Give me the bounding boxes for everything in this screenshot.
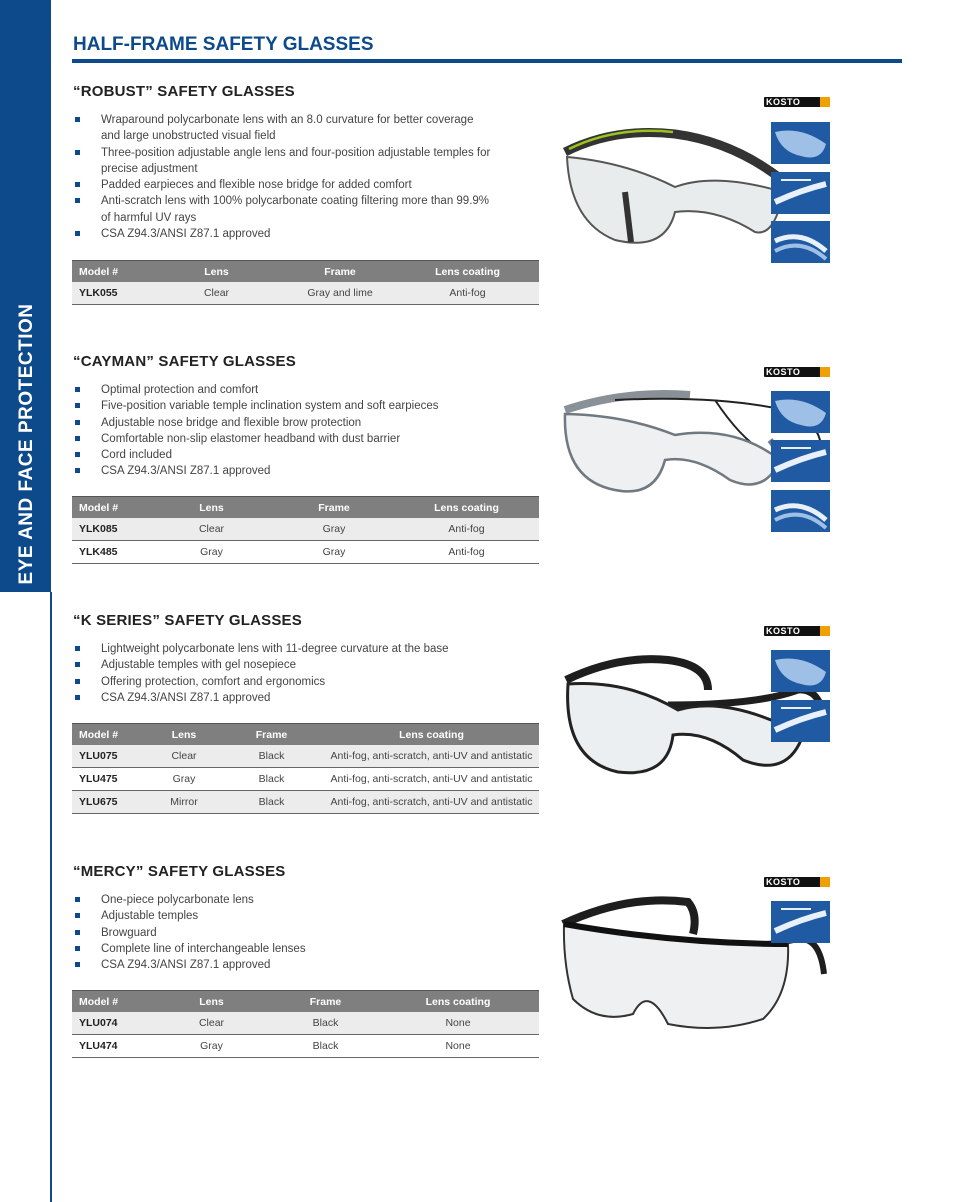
feature-list — [72, 641, 492, 706]
cell-coating: Anti-fog, anti-scratch, anti-UV and antistatic — [324, 791, 539, 814]
feature-item: Anti-scratch lens with 100% polycarbonate coating filtering more than 99.9% of harmful UV rays — [72, 193, 492, 226]
title-divider — [72, 59, 902, 63]
product-title: “ROBUST” SAFETY GLASSES — [73, 83, 295, 100]
brand-name: KOSTO — [766, 877, 801, 887]
side-rule — [50, 592, 52, 1202]
cell-model: YLU074 — [72, 1012, 149, 1035]
kosto-logo — [764, 626, 830, 636]
feature-item: Wraparound polycarbonate lens with an 8.0 curvature for better coverage and large unobstructed visual field — [72, 112, 492, 145]
table-row — [72, 518, 539, 541]
angle-adjust-icon — [771, 221, 830, 263]
col-frame: Frame — [274, 991, 377, 1013]
col-lens: Lens — [149, 261, 284, 283]
brand-name: KOSTO — [766, 626, 801, 636]
feature-list — [72, 892, 492, 973]
cell-lens: Clear — [149, 1012, 274, 1035]
cell-lens: Gray — [149, 1035, 274, 1058]
kosto-logo — [764, 97, 830, 107]
cell-model: YLU475 — [72, 768, 149, 791]
brand-name: KOSTO — [766, 367, 801, 377]
table-row — [72, 282, 539, 305]
kosto-logo — [764, 877, 830, 887]
feature-item: Adjustable nose bridge and flexible brow protection — [72, 415, 492, 431]
feature-item: Offering protection, comfort and ergonomics — [72, 674, 492, 690]
robust-glasses-image — [555, 112, 785, 262]
feature-item: Browguard — [72, 925, 492, 941]
cell-lens: Clear — [149, 282, 284, 305]
cell-frame: Gray and lime — [284, 282, 396, 305]
cell-model: YLK055 — [72, 282, 149, 305]
feature-item: Adjustable temples with gel nosepiece — [72, 657, 492, 673]
cell-frame: Gray — [274, 518, 394, 541]
table-row — [72, 1035, 539, 1058]
feature-list — [72, 112, 492, 242]
feature-item: Optimal protection and comfort — [72, 382, 492, 398]
table-row — [72, 768, 539, 791]
feature-item: Three-position adjustable angle lens and four-position adjustable temples for precise adjustment — [72, 145, 492, 178]
col-lens: Lens — [149, 991, 274, 1013]
col-frame: Frame — [284, 261, 396, 283]
product-title: “CAYMAN” SAFETY GLASSES — [73, 353, 296, 370]
feature-item: CSA Z94.3/ANSI Z87.1 approved — [72, 226, 492, 242]
angle-adjust-icon — [771, 490, 830, 532]
wraparound-lens-icon — [771, 650, 830, 692]
col-coating: Lens coating — [394, 497, 539, 519]
feature-item: Adjustable temples — [72, 908, 492, 924]
kosto-logo — [764, 367, 830, 377]
col-lens: Lens — [149, 497, 274, 519]
side-tab — [0, 0, 51, 1202]
side-tab-label: EYE AND FACE PROTECTION — [16, 303, 37, 585]
table-header-row — [72, 724, 539, 746]
cell-model: YLK485 — [72, 541, 149, 564]
cell-model: YLU675 — [72, 791, 149, 814]
page-title: HALF-FRAME SAFETY GLASSES — [73, 34, 374, 55]
cell-frame: Black — [219, 791, 324, 814]
adjustable-temple-icon — [771, 440, 830, 482]
cell-frame: Black — [274, 1035, 377, 1058]
table-row — [72, 791, 539, 814]
spec-table — [72, 990, 539, 1058]
cell-coating: None — [377, 1012, 539, 1035]
wraparound-lens-icon — [771, 122, 830, 164]
cell-coating: Anti-fog — [396, 282, 539, 305]
spec-table — [72, 723, 539, 814]
feature-item: Complete line of interchangeable lenses — [72, 941, 492, 957]
cell-lens: Gray — [149, 541, 274, 564]
cell-lens: Gray — [149, 768, 219, 791]
adjustable-temple-icon — [771, 172, 830, 214]
col-coating: Lens coating — [377, 991, 539, 1013]
col-frame: Frame — [274, 497, 394, 519]
table-row — [72, 541, 539, 564]
cell-coating: Anti-fog — [394, 518, 539, 541]
feature-item: Lightweight polycarbonate lens with 11-degree curvature at the base — [72, 641, 492, 657]
table-header-row — [72, 991, 539, 1013]
feature-item: Cord included — [72, 447, 492, 463]
adjustable-temple-icon — [771, 700, 830, 742]
cell-frame: Gray — [274, 541, 394, 564]
feature-item: One-piece polycarbonate lens — [72, 892, 492, 908]
col-frame: Frame — [219, 724, 324, 746]
product-title: “MERCY” SAFETY GLASSES — [73, 863, 286, 880]
cell-frame: Black — [219, 768, 324, 791]
cell-frame: Black — [274, 1012, 377, 1035]
col-model: Model # — [72, 724, 149, 746]
brand-name: KOSTO — [766, 97, 801, 107]
col-model: Model # — [72, 261, 149, 283]
col-coating: Lens coating — [324, 724, 539, 746]
table-header-row — [72, 497, 539, 519]
cell-coating: None — [377, 1035, 539, 1058]
feature-item: Padded earpieces and flexible nose bridge for added comfort — [72, 177, 492, 193]
feature-list — [72, 382, 492, 480]
cell-model: YLU075 — [72, 745, 149, 768]
cell-lens: Clear — [149, 518, 274, 541]
feature-item: Five-position variable temple inclination system and soft earpieces — [72, 398, 492, 414]
cell-coating: Anti-fog, anti-scratch, anti-UV and antistatic — [324, 768, 539, 791]
table-row — [72, 1012, 539, 1035]
col-lens: Lens — [149, 724, 219, 746]
cell-lens: Mirror — [149, 791, 219, 814]
feature-item: Comfortable non-slip elastomer headband with dust barrier — [72, 431, 492, 447]
cell-frame: Black — [219, 745, 324, 768]
col-model: Model # — [72, 991, 149, 1013]
feature-item: CSA Z94.3/ANSI Z87.1 approved — [72, 690, 492, 706]
adjustable-temple-icon — [771, 901, 830, 943]
col-model: Model # — [72, 497, 149, 519]
table-row — [72, 745, 539, 768]
feature-item: CSA Z94.3/ANSI Z87.1 approved — [72, 463, 492, 479]
wraparound-lens-icon — [771, 391, 830, 433]
cell-lens: Clear — [149, 745, 219, 768]
spec-table — [72, 260, 539, 305]
feature-item: CSA Z94.3/ANSI Z87.1 approved — [72, 957, 492, 973]
table-header-row — [72, 261, 539, 283]
cell-coating: Anti-fog — [394, 541, 539, 564]
cell-coating: Anti-fog, anti-scratch, anti-UV and antistatic — [324, 745, 539, 768]
product-title: “K SERIES” SAFETY GLASSES — [73, 612, 302, 629]
spec-table — [72, 496, 539, 564]
cell-model: YLK085 — [72, 518, 149, 541]
cell-model: YLU474 — [72, 1035, 149, 1058]
col-coating: Lens coating — [396, 261, 539, 283]
